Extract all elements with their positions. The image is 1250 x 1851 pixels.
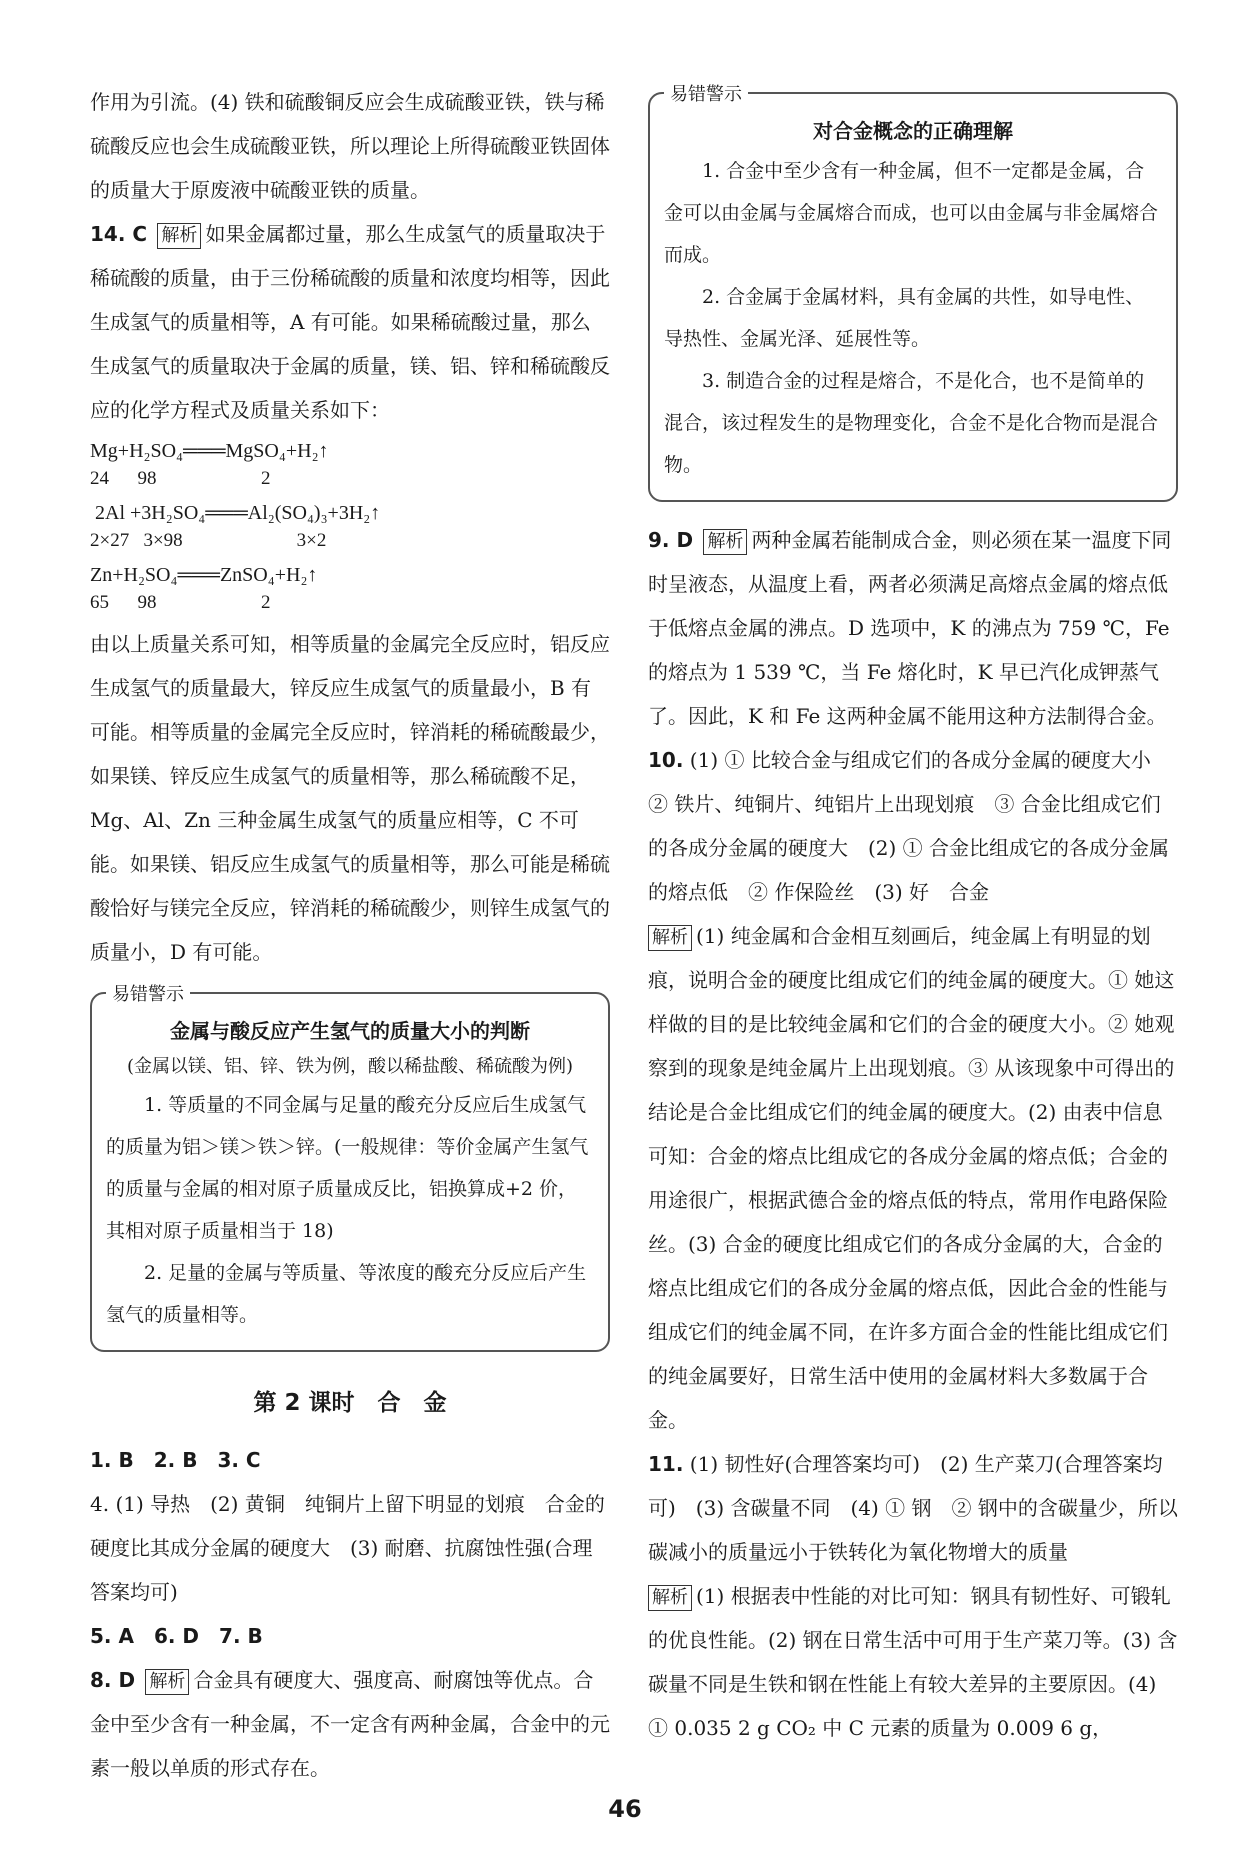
left-column bbox=[90, 80, 610, 1790]
equations bbox=[90, 436, 610, 616]
warning-label: 易错警示 bbox=[106, 980, 190, 1006]
warning-point-1: 1. 合金中至少含有一种金属，但不一定都是金属，合金可以由金属与金属熔合而成，也可以由金属与非金属熔合而成。 bbox=[664, 160, 1159, 266]
analysis-tag: 解析 bbox=[648, 1585, 692, 1611]
analysis-tag: 解析 bbox=[157, 223, 201, 249]
analysis-tag: 解析 bbox=[145, 1669, 189, 1695]
answer-number: 8. D bbox=[90, 1668, 136, 1692]
warning-point-2: 2. 足量的金属与等质量、等浓度的酸充分反应后产生氢气的质量相等。 bbox=[106, 1262, 587, 1326]
answer-text: (1) 韧性好(合理答案均可) (2) 生产菜刀(合理答案均可) (3) 含碳量不同 (4) ① 钢 ② 钢中的含碳量少，所以碳减小的质量远小于铁转化为氧化物增大的质量 bbox=[648, 1452, 1178, 1564]
warning-point-3: 3. 制造合金的过程是熔合，不是化合，也不是简单的混合，该过程发生的是物理变化，合金不是化合物而是混合物。 bbox=[664, 370, 1159, 476]
equation-al-masses: 2×27 3×98 3×2 bbox=[90, 530, 327, 551]
warning-subtitle: (金属以镁、铝、锌、铁为例，酸以稀盐酸、稀硫酸为例) bbox=[126, 1056, 574, 1077]
paragraph-q13-end: 作用为引流。(4) 铁和硫酸铜反应会生成硫酸亚铁，铁与稀硫酸反应也会生成硫酸亚铁，所以理论上所得硫酸亚铁固体的质量大于原废液中硫酸亚铁的质量。 bbox=[90, 90, 610, 202]
answer-number: 9. D bbox=[648, 528, 694, 552]
equation-al: 2Al +3H₂SO₄═══Al₂(SO₄)₃+3H₂↑ bbox=[90, 502, 381, 524]
warning-title: 金属与酸反应产生氢气的质量大小的判断 bbox=[170, 1019, 530, 1043]
answers-1-3: 1. B 2. B 3. C bbox=[90, 1448, 261, 1472]
analysis-text: 两种金属若能制成合金，则必须在某一温度下同时呈液态，从温度上看，两者必须满足高熔点金属的熔点低于低熔点金属的沸点。D 选项中，K 的沸点为 759 ℃，Fe 的熔点为 1 539 ℃，当 Fe 熔化时，K 早已汽化成钾蒸气了。因此，K 和 Fe 这两种金属不能用这种方法制得合金。 bbox=[648, 528, 1172, 728]
equation-zn: Zn+H₂SO₄═══ZnSO₄+H₂↑ bbox=[90, 564, 318, 586]
answer-number: 10. bbox=[648, 748, 684, 772]
equation-mg-masses: 24 98 2 bbox=[90, 468, 271, 489]
equation-zn-masses: 65 98 2 bbox=[90, 592, 271, 613]
question-11 bbox=[648, 1442, 1178, 1574]
warning-point-1: 1. 等质量的不同金属与足量的酸充分反应后生成氢气的质量为铝＞镁＞铁＞锌。(一般规律：等价金属产生氢气的质量与金属的相对原子质量成反比，铝换算成+2 价，其相对原子质量相当于 18) bbox=[106, 1094, 589, 1242]
question-9 bbox=[648, 518, 1178, 738]
question-14 bbox=[90, 212, 610, 432]
right-column bbox=[648, 80, 1178, 1750]
answer-number: 14. C bbox=[90, 222, 148, 246]
warning-box-hydrogen bbox=[90, 984, 610, 1352]
answer-4: 4. (1) 导热 (2) 黄铜 纯铜片上留下明显的划痕 合金的硬度比其成分金属的硬度大 (3) 耐磨、抗腐蚀性强(合理答案均可) bbox=[90, 1492, 605, 1604]
answer-number: 11. bbox=[648, 1452, 684, 1476]
section-title: 第 2 课时 合 金 bbox=[253, 1390, 447, 1416]
equation-mg: Mg+H₂SO₄═══MgSO₄+H₂↑ bbox=[90, 440, 329, 462]
analysis-tag: 解析 bbox=[648, 925, 692, 951]
page-number: 46 bbox=[608, 1795, 642, 1823]
warning-box-alloy bbox=[648, 84, 1178, 502]
analysis-text: (1) 纯金属和合金相互刻画后，纯金属上有明显的划痕，说明合金的硬度比组成它们的纯金属的硬度大。① 她这样做的目的是比较纯金属和它们的合金的硬度大小。② 她观察到的现象是纯金属片上出现划痕。③ 从该现象中可得出的结论是合金比组成它们的纯金属的硬度大。(2) 由表中信息可知：合金的熔点比组成它的各成分金属的熔点低；合金的用途很广，根据武德合金的熔点低的特点，常用作电路保险丝。(3) 合金的硬度比组成它们的各成分金属的大，合金的熔点比组成它们的各成分金属的熔点低，因此合金的性能与组成它们的纯金属不同，在许多方面合金的性能比组成它们的纯金属要好，日常生活中使用的金属材料大多数属于合金。 bbox=[648, 924, 1175, 1432]
question-8 bbox=[90, 1658, 610, 1790]
warning-title: 对合金概念的正确理解 bbox=[813, 119, 1013, 143]
answer-text: (1) ① 比较合金与组成它们的各成分金属的硬度大小 ② 铁片、纯铜片、纯铝片上出现划痕 ③ 合金比组成它们的各成分金属的硬度大 (2) ① 合金比组成它的各成分金属的熔点低 ② 作保险丝 (3) 好 合金 bbox=[648, 748, 1171, 904]
question-10-analysis bbox=[648, 914, 1178, 1442]
warning-point-2: 2. 合金属于金属材料，具有金属的共性，如导电性、导热性、金属光泽、延展性等。 bbox=[664, 286, 1145, 350]
analysis-text: 如果金属都过量，那么生成氢气的质量取决于稀硫酸的质量，由于三份稀硫酸的质量和浓度均相等，因此生成氢气的质量相等，A 有可能。如果稀硫酸过量，那么生成氢气的质量取决于金属的质量，镁、铝、锌和稀硫酸反应的化学方程式及质量关系如下： bbox=[90, 222, 610, 422]
question-11-analysis bbox=[648, 1574, 1178, 1750]
analysis-tag: 解析 bbox=[703, 529, 747, 555]
analysis-text: (1) 根据表中性能的对比可知：钢具有韧性好、可锻轧的优良性能。(2) 钢在日常生活中可用于生产菜刀等。(3) 含碳量不同是生铁和钢在性能上有较大差异的主要原因。(4) ① 0.035 2 g CO₂ 中 C 元素的质量为 0.009 6 g， bbox=[648, 1584, 1178, 1740]
paragraph-conclusion: 由以上质量关系可知，相等质量的金属完全反应时，铝反应生成氢气的质量最大，锌反应生成氢气的质量最小，B 有可能。相等质量的金属完全反应时，锌消耗的稀硫酸最少，如果镁、锌反应生成氢气的质量相等，那么稀硫酸不足，Mg、Al、Zn 三种金属生成氢气的质量应相等，C 不可能。如果镁、铝反应生成氢气的质量相等，那么可能是稀硫酸恰好与镁完全反应，锌消耗的稀硫酸少，则锌生成氢气的质量小，D 有可能。 bbox=[90, 632, 610, 964]
warning-label: 易错警示 bbox=[664, 80, 748, 106]
answers-5-7: 5. A 6. D 7. B bbox=[90, 1624, 263, 1648]
analysis-text: 合金具有硬度大、强度高、耐腐蚀等优点。合金中至少含有一种金属，不一定含有两种金属，合金中的元素一般以单质的形式存在。 bbox=[90, 1668, 610, 1780]
question-10 bbox=[648, 738, 1178, 914]
